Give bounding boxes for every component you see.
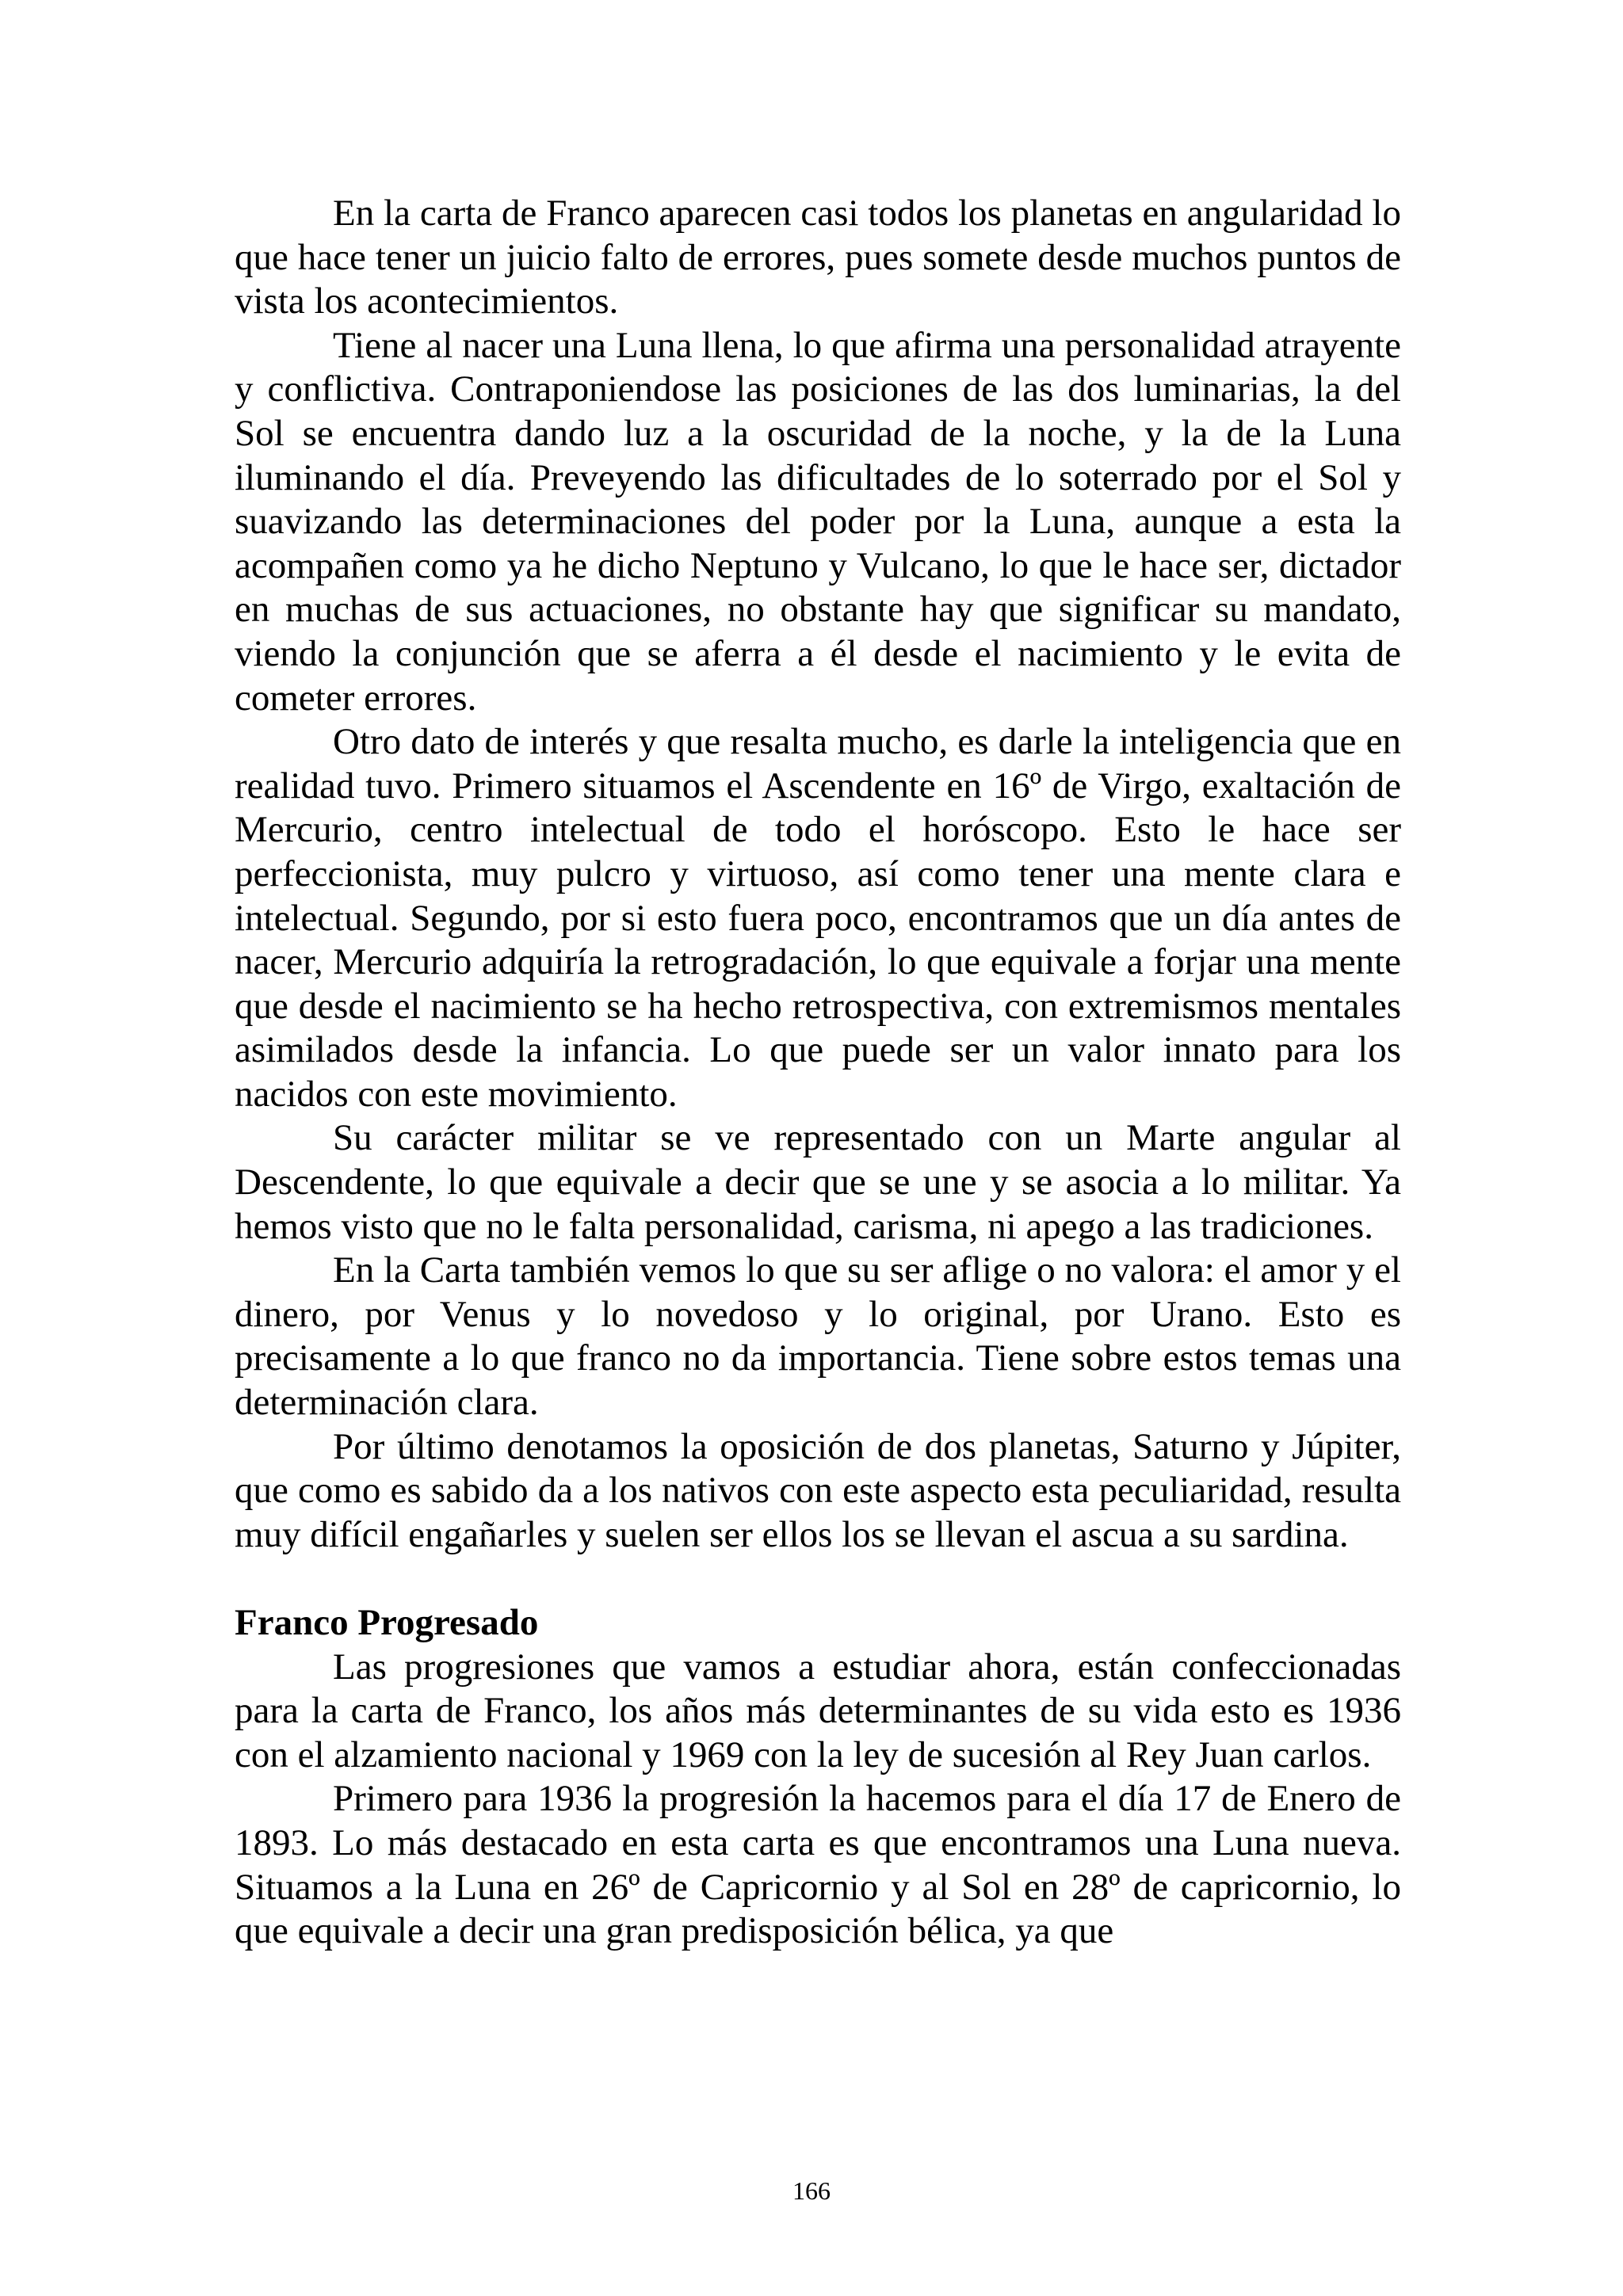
paragraph-military-character: Su carácter militar se ve representado con un Marte angular al Descendente, lo que equivale a decir que se une y se asocia a lo militar. Ya hemos visto que no le falta personalidad, carisma, ni apego a las tradiciones. [235, 1117, 1401, 1247]
section-heading: Franco Progresado [235, 1602, 539, 1643]
paragraph-full-moon: Tiene al nacer una Luna llena, lo que afirma una personalidad atrayente y conflictiva. Contraponiendose las posiciones de las dos luminarias, la del Sol se encuentra dando luz a la oscuridad de la noche, y la de la Luna iluminando el día. Preveyendo las dificultades de lo soterrado por el Sol y suavizando las determinaciones del poder por la Luna, aunque a esta la acompañen como ya he dicho Neptuno y Vulcano, lo que le hace ser, dictador en muchas de sus actuaciones, no obstante hay que significar su mandato, viendo la conjunción que se aferra a él desde el nacimiento y le evita de cometer errores. [235, 324, 1401, 719]
page-number: 166 [792, 2176, 831, 2205]
paragraph-saturn-jupiter: Por último denotamos la oposición de dos planetas, Saturno y Júpiter, que como es sabido da a los nativos con este aspecto esta peculiaridad, resulta muy difícil engañarles y suelen ser ellos los se llevan el ascua a su sardina. [235, 1425, 1401, 1555]
paragraph-progression-1936: Primero para 1936 la progresión la hacemos para el día 17 de Enero de 1893. Lo más destacado en esta carta es que encontramos una Luna nueva. Situamos a la Luna en 26º de Capricornio y al Sol en 28º de capricornio, lo que equivale a decir una gran predisposición bélica, ya que [235, 1778, 1401, 1952]
section-spacer [235, 1557, 1401, 1601]
page-body [235, 192, 1401, 1954]
paragraph-progressions-intro: Las progresiones que vamos a estudiar ahora, están confeccionadas para la carta de Franco, los años más determinantes de su vida esto es 1936 con el alzamiento nacional y 1969 con la ley de sucesión al Rey Juan carlos. [235, 1646, 1401, 1775]
paragraph-intelligence: Otro dato de interés y que resalta mucho, es darle la inteligencia que en realidad tuvo. Primero situamos el Ascendente en 16º de Virgo, exaltación de Mercurio, centro intelectual de todo el horóscopo. Esto le hace ser perfeccionista, muy pulcro y virtuoso, así como tener una mente clara e intelectual. Segundo, por si esto fuera poco, encontramos que un día antes de nacer, Mercurio adquiría la retrogradación, lo que equivale a forjar una mente que desde el nacimiento se ha hecho retrospectiva, con extremismos mentales asimilados desde la infancia. Lo que puede ser un valor innato para los nacidos con este movimiento. [235, 721, 1401, 1115]
paragraph-angularity: En la carta de Franco aparecen casi todos los planetas en angularidad lo que hace tener un juicio falto de errores, pues somete desde muchos puntos de vista los acontecimientos. [235, 193, 1401, 322]
paragraph-venus-uranus: En la Carta también vemos lo que su ser aflige o no valora: el amor y el dinero, por Venus y lo novedoso y lo original, por Urano. Esto es precisamente a lo que franco no da importancia. Tiene sobre estos temas una determinación clara. [235, 1249, 1401, 1424]
